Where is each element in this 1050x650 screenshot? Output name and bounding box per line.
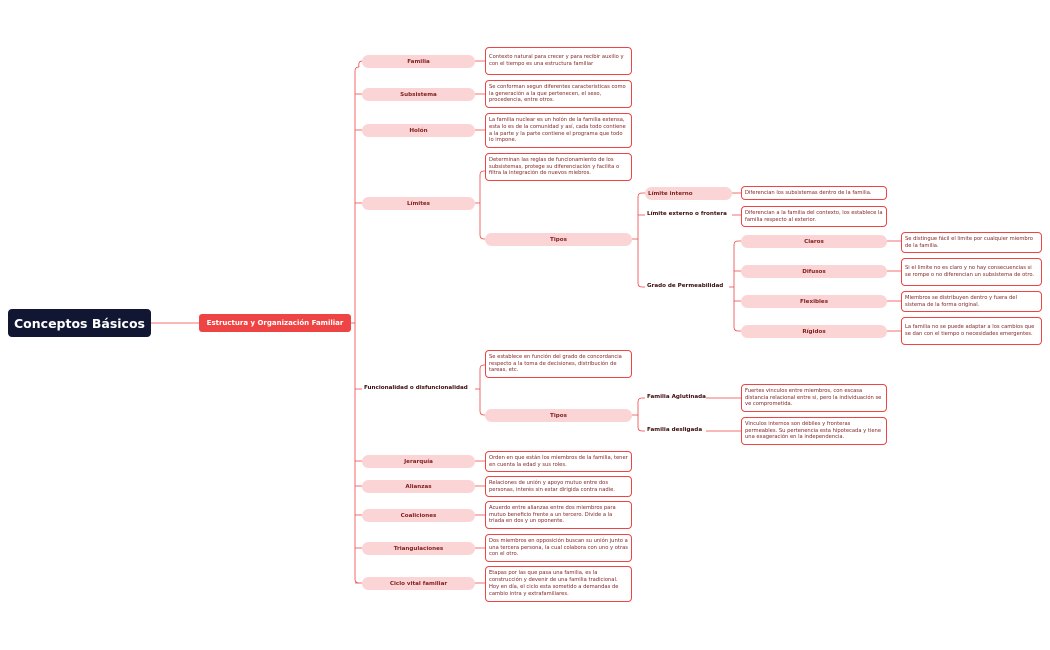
- desc-triangulaciones-text: Dos miembros en opposición buscan su unión junto a una tercera persona, la cual colabora con uno y otras con el otro.: [489, 537, 628, 558]
- desc-limite-interno-text: Diferencian los subsistemas dentro de la familia.: [745, 189, 872, 196]
- topic-limites[interactable]: [362, 197, 475, 210]
- topic-coaliciones[interactable]: [362, 509, 475, 522]
- desc-claros-text: Se distingue fácil el limite por cualquier miembro de la familia.: [905, 235, 1033, 249]
- claros-label: Claros: [804, 238, 824, 245]
- topic-limites-label: Límites: [406, 200, 431, 207]
- topic-subsistema[interactable]: [362, 88, 475, 101]
- root-node[interactable]: [8, 309, 151, 337]
- desc-alianzas-text: Relaciones de unión y apoyo mutuo entre dos personas, interés sin estar dirigida contra nadie.: [489, 479, 615, 493]
- desc-jerarquia-text: Orden en que están los miembros de la familia, tener en cuenta la edad y sus roles.: [489, 454, 628, 468]
- limites-tipos[interactable]: [485, 233, 632, 246]
- desc-triangulaciones: [485, 534, 632, 562]
- desc-rigidos: [901, 317, 1042, 345]
- desc-aglutinada: [741, 384, 887, 412]
- main-topic-node[interactable]: [199, 314, 351, 332]
- familia-aglutinada[interactable]: [647, 393, 706, 402]
- rigidos-label: Rígidos: [802, 328, 826, 335]
- permeabilidad-claros[interactable]: [741, 235, 887, 248]
- grado-permeabilidad-label: Grado de Permeabilidad: [647, 283, 724, 289]
- topic-subsistema-label: Subsistema: [400, 91, 437, 98]
- desc-aglutinada-text: Fuertes vinculos entre miembros, con escasa distancia relacional entre si, pero la individuación se ve comprometida.: [745, 387, 882, 408]
- desc-limite-externo-text: Diferencian a la familia del contexto, los establece la familia respecto al exterior.: [745, 209, 883, 223]
- topic-alianzas[interactable]: [362, 480, 475, 493]
- desc-coaliciones-text: Acuerdo entre alianzas entre dos miembros para mutuo beneficio frente a un tercero. Divide a la triada en dos y un oponente.: [489, 504, 616, 525]
- desc-limites: [485, 153, 632, 181]
- root-label: Conceptos Básicos: [14, 315, 145, 331]
- desc-holon-text: La familia nuclear es un holón de la familia extensa, esta lo es de la comunidad y así, cada todo contiene a la parte y la parte contiene el programa que todo lo impone.: [489, 116, 626, 144]
- permeabilidad-rigidos[interactable]: [741, 325, 887, 338]
- grado-permeabilidad[interactable]: [647, 282, 723, 291]
- permeabilidad-flexibles[interactable]: [741, 295, 887, 308]
- limites-tipos-label: Tipos: [550, 236, 567, 243]
- desc-funcionalidad-text: Se establece en función del grado de concordancia respecto a la toma de decisiones, distribución de tareas, etc.: [489, 353, 622, 374]
- desc-flexibles-text: Miembros se distribuyen dentro y fuera del sistema de la forma original.: [905, 294, 1017, 308]
- desc-desligada: [741, 417, 887, 445]
- topic-familia[interactable]: [362, 55, 475, 68]
- desc-ciclo-vital: [485, 566, 632, 602]
- familia-desligada-label: Familia desligada: [647, 427, 703, 433]
- topic-ciclo-vital[interactable]: [362, 577, 475, 590]
- flexibles-label: Flexibles: [799, 298, 829, 305]
- topic-familia-label: Familia: [407, 58, 430, 65]
- desc-rigidos-text: La familia no se puede adaptar a los cambios que se dan con el tiempo o necesidades emergentes.: [905, 324, 1035, 337]
- desc-limite-interno: [741, 186, 887, 200]
- desc-claros: [901, 232, 1042, 253]
- topic-jerarquia-label: Jerarquía: [404, 458, 433, 465]
- desc-familia: [485, 47, 632, 75]
- desc-holon: [485, 113, 632, 148]
- desc-subsistema-text: Se conforman segun diferentes caracteristicas como la generación a la que pertenecen, el sexo, procedencia, entre otros.: [489, 83, 626, 104]
- desc-ciclo-vital-text: Etapas por las que pasa una familia, es la construcción y devenir de una familia tradicional. Hoy en día, el ciclo esta sometido a demandas de cambio intra y extrafamiliares.: [489, 570, 619, 597]
- desc-difusos-text: Si el limite no es claro y no hay consecuencias si se rompe o no diferencian un subsistema de otro.: [905, 265, 1035, 278]
- topic-funcionalidad-label: Funcionalidad o disfuncionalidad: [364, 385, 468, 391]
- desc-desligada-text: Vinculos internos son débiles y fronteras permeables. Su pertenencia esta hipotecada y tiene una exageración en la independencia.: [745, 420, 882, 441]
- desc-limites-text: Determinan las reglas de funcionamiento de los subsistemas, protege su diferenciación y facilita o filtra la integración de nuevos miebros.: [489, 156, 620, 177]
- limite-interno-label: Límite interno: [648, 190, 693, 197]
- desc-difusos: [901, 258, 1042, 286]
- desc-jerarquia: [485, 451, 632, 472]
- desc-funcionalidad: [485, 350, 632, 378]
- topic-triangulaciones-label: Triangulaciones: [393, 545, 444, 552]
- topic-alianzas-label: Alianzas: [405, 483, 432, 490]
- topic-coaliciones-label: Coaliciones: [400, 512, 437, 519]
- funcionalidad-tipos-label: Tipos: [550, 412, 567, 419]
- desc-limite-externo: [741, 206, 887, 227]
- main-topic-label: Estructura y Organización Familiar: [206, 319, 344, 327]
- familia-desligada[interactable]: [647, 426, 702, 435]
- desc-alianzas: [485, 476, 632, 497]
- permeabilidad-difusos[interactable]: [741, 265, 887, 278]
- familia-aglutinada-label: Familia Aglutinada: [647, 394, 706, 400]
- desc-subsistema: [485, 80, 632, 108]
- limite-externo-label: Límite externo o frontera: [647, 211, 727, 217]
- topic-holon[interactable]: [362, 124, 475, 137]
- topic-ciclo-vital-label: Ciclo vital familiar: [389, 580, 448, 587]
- funcionalidad-tipos[interactable]: [485, 409, 632, 422]
- limite-interno[interactable]: [645, 187, 732, 200]
- topic-holon-label: Holón: [409, 127, 428, 134]
- desc-coaliciones: [485, 501, 632, 529]
- topic-funcionalidad[interactable]: [364, 384, 468, 393]
- desc-flexibles: [901, 291, 1042, 312]
- limite-externo[interactable]: [647, 210, 727, 219]
- topic-jerarquia[interactable]: [362, 455, 475, 468]
- difusos-label: Difusos: [802, 268, 826, 275]
- desc-familia-text: Contexto natural para crecer y para recibir auxilio y con el tiempo es una estructura familiar: [489, 54, 624, 67]
- topic-triangulaciones[interactable]: [362, 542, 475, 555]
